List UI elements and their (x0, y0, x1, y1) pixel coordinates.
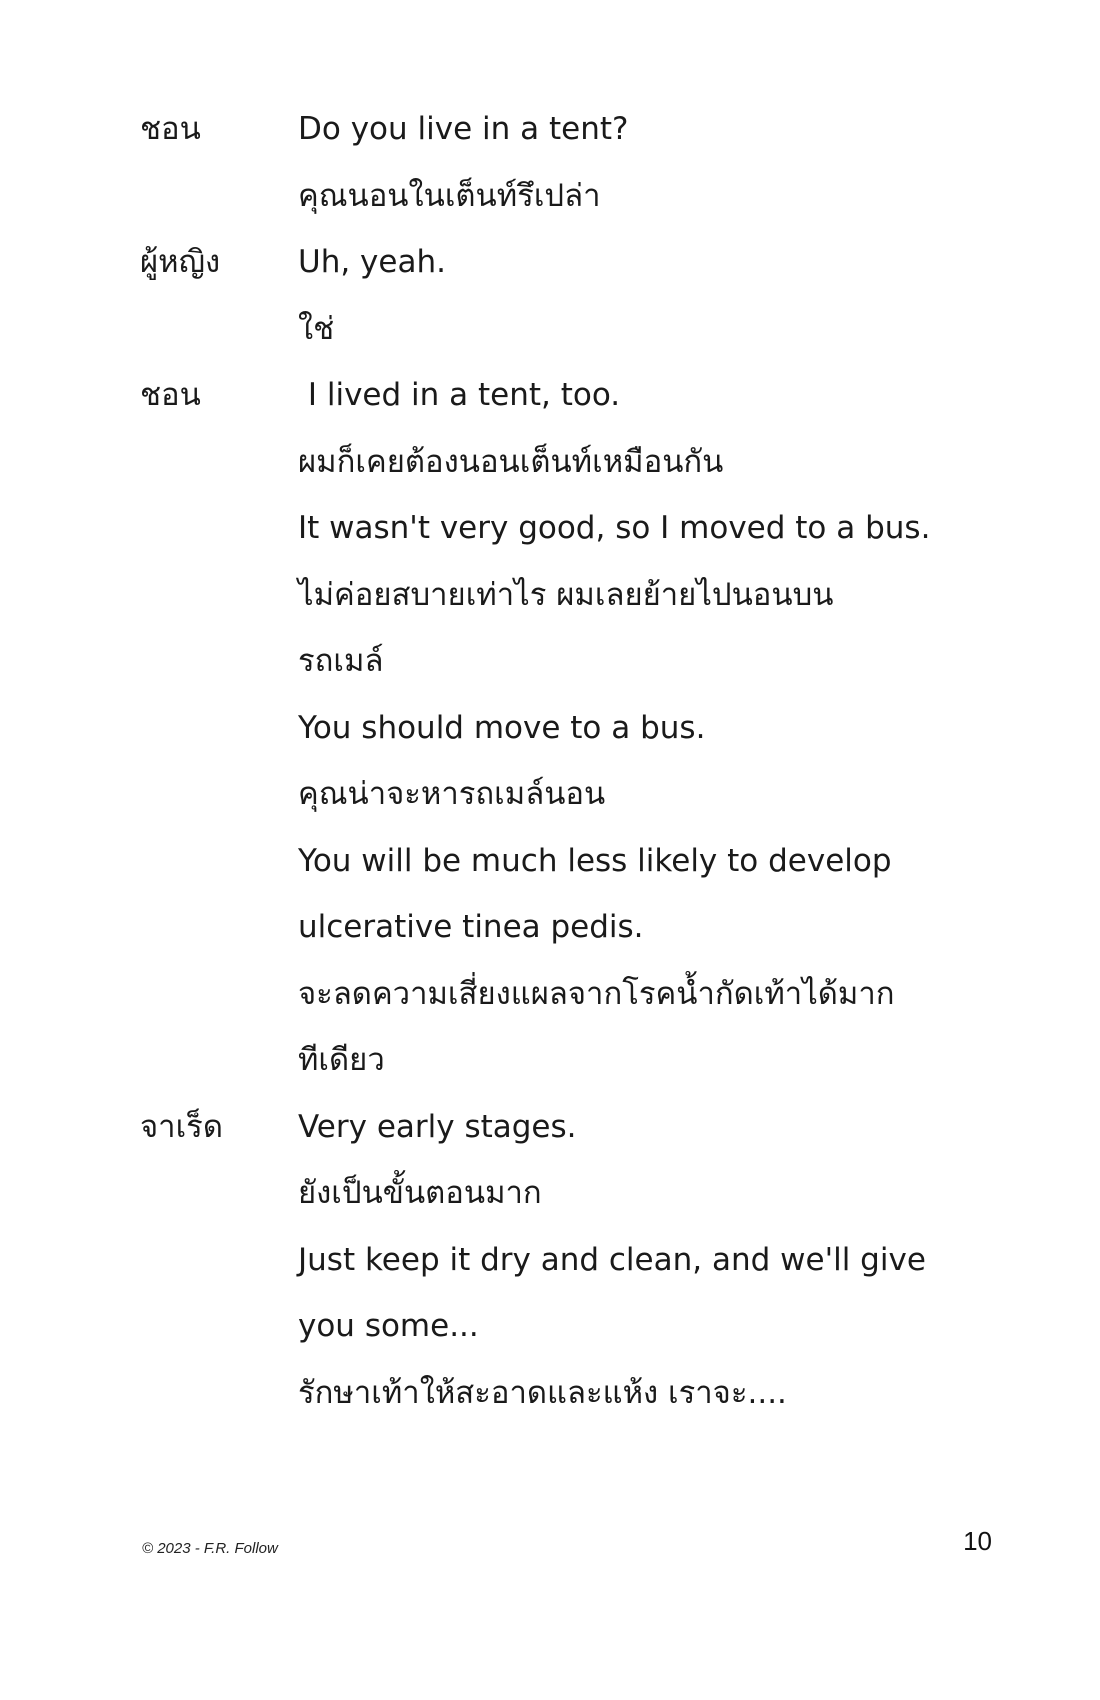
dialogue-line: รถเมล์ (298, 643, 384, 679)
dialogue-lines (298, 229, 1000, 362)
speaker-name: ผู้หญิง (140, 244, 221, 280)
dialogue-line: รักษาเท้าให้สะอาดและแห้ง เราจะ.... (298, 1374, 787, 1411)
dialogue-line: คุณน่าจะหารถเมล์นอน (298, 776, 606, 812)
dialogue-line: You should move to a bus. (298, 709, 706, 746)
dialogue-line: จะลดความเสี่ยงแผลจากโรคน้ำกัดเท้าได้มาก (298, 975, 895, 1012)
dialogue-line: Just keep it dry and clean, and we'll give (298, 1241, 926, 1278)
dialogue-line: Very early stages. (298, 1108, 577, 1145)
dialogue-line: Do you live in a tent? (298, 111, 629, 147)
dialogue-lines (298, 96, 1000, 229)
dialogue-line: you some... (298, 1308, 479, 1344)
dialogue-script (140, 96, 1000, 1426)
dialogue-line: It wasn't very good, so I moved to a bus. (298, 510, 931, 546)
dialogue-entry (140, 229, 1000, 362)
dialogue-entry (140, 362, 1000, 1094)
dialogue-line: ไม่ค่อยสบายเท่าไร ผมเลยย้ายไปนอนบน (298, 576, 834, 613)
dialogue-line: Uh, yeah. (298, 244, 446, 280)
dialogue-line: You will be much less likely to develop (298, 842, 892, 879)
dialogue-line: คุณนอนในเต็นท์รึเปล่า (298, 177, 601, 214)
dialogue-line: ใช่ (298, 310, 335, 347)
dialogue-lines (298, 1094, 1000, 1427)
dialogue-entry (140, 1094, 1000, 1427)
dialogue-line: ยังเป็นขั้นตอนมาก (298, 1175, 542, 1211)
dialogue-line: ทีเดียว (298, 1042, 385, 1078)
dialogue-line: ulcerative tinea pedis. (298, 909, 644, 945)
speaker-name: ชอน (140, 111, 201, 147)
copyright-notice: © 2023 - F.R. Follow (142, 1540, 278, 1557)
dialogue-line: ผมก็เคยต้องนอนเต็นท์เหมือนกัน (298, 443, 724, 480)
page-number: 10 (963, 1526, 992, 1556)
speaker-name: ชอน (140, 377, 201, 413)
dialogue-lines (298, 362, 1000, 1094)
dialogue-line: I lived in a tent, too. (298, 377, 621, 413)
speaker-name: จาเร็ด (140, 1108, 223, 1145)
dialogue-entry (140, 96, 1000, 229)
